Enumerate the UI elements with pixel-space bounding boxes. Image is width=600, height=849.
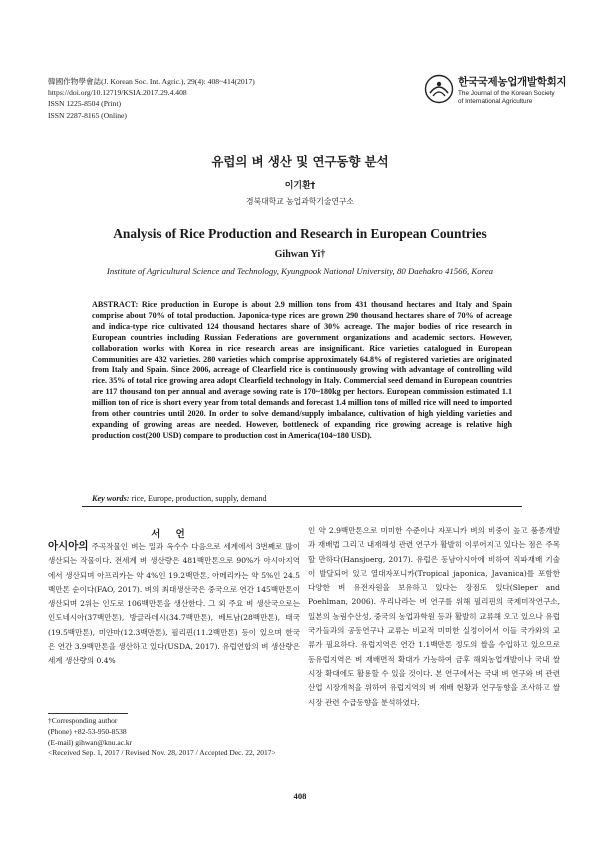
footnote <box>48 716 308 759</box>
journal-citation: 韓國作物學會誌(J. Korean Soc. Int. Agric.), 29(4): 408~414(2017) <box>48 77 255 86</box>
abstract: ABSTRACT: Rice production in Europe is about 2.9 million tons from 431 thousand hectares and Italy and Spain comprise about 70% of total production. Japonica-type rices are grown 290 thousand hectares share of 70% of acreage and indica-type rice cultivated 124 thousand hectares share of 30% acreage. The major bodies of rice research in European countries including Russian Federations are government organizations and academic sectors. However, collaboration works with Korea in rice research areas are insignificant. Rice varieties catalogued in European Communities are 432 varieties. 280 varieties which comprise approximately 64.8% of registered varieties are originated from Italy and Spain. Since 2006, acreage of Clearfield rice is continuously growing with advantage of controlling wild rice. 35% of total rice growing area adopt Clearfield technology in Italy. Commercial seed demand in European countries are 117 thousand ton per annual and average sowing rate is 170~180kg per hectors. European commission estimated 1.1 million ton of rice is short every year from total demands and forecast 1.4 million tons of milled rice will need to imported from other countries until 2020. In order to solve demand/supply imbalance, cultivation of high yielding varieties and expanding of growing areas are needed. However, bottleneck of expanding rice growing acreage is relative high production cost(200 USD) compare to production cost in America(104~180 USD). <box>92 300 512 440</box>
author-email[interactable]: (E-mail) gihwan@knu.ac.kr <box>48 737 133 747</box>
abstract-divider <box>82 506 522 507</box>
keywords <box>92 494 512 503</box>
title-english: Analysis of Rice Production and Research in European Countries <box>113 226 487 241</box>
body-column-right: 인 약 2.9백만톤으로 미미한 수준이나 자포니카 벼의 비중이 높고 품종개발과 재배법 그리고 내재해성 관련 연구가 활발히 이루어지고 있다는 점은 주목할 만하다(Hansjoerg, 2017). 유럽은 동남아시아에 비하여 직파재배 기술이 발달되어 있고 열대자포니카(Tropical japonica, Javanica)를 포함한 다양한 벼 유전자원을 보유하고 있다는 장점도 있다(Sleper and Poehlman, 2006). 우리나라는 벼 연구를 위해 필리핀의 국제미작연구소, 일본의 농림수산성, 중국의 농업과학원 등과 활발히 교류해 오고 있으나 유럽 국가들과의 공동연구나 교류는 비교적 미미한 실정이어서 이들 국가와의 교류가 필요하다. 유럽지역은 연간 1.1백만톤 정도의 쌀을 수입하고 있으므로 동유럽지역은 벼 재배면적 확대가 가능하여 금후 해외농업개발이나 국내 쌀시장 확대에도 활용할 수 있을 것이다. 본 연구에서는 국내 벼 연구와 벼 관련 산업 시장개척을 위하여 유럽지역의 벼 재배 현황과 연구동향을 조사하고 쌀시장 관련 수급동향을 분석하였다. <box>308 526 560 707</box>
corresponding-author: †Corresponding author <box>48 716 118 725</box>
affiliation-english: Institute of Agricultural Science and Technology, Kyungpook National University, 80 Daehakro 41566, Korea <box>106 266 494 276</box>
received-dates: <Received Sep. 1, 2017 / Revised Nov. 28, 2017 / Accepted Dec. 22, 2017> <box>48 748 276 758</box>
keywords-label: Key words: <box>92 494 130 503</box>
journal-header <box>48 76 255 121</box>
society-emblem-icon <box>424 74 454 104</box>
body-text-left: 주곡작물인 벼는 밀과 옥수수 다음으로 세계에서 3번째로 많이 생산되는 작물이다. 전세계 벼 생산량은 481백만톤으로 90%가 아시아지역에서 생산되며 아프리카는 약 4%인 19.2백만톤, 아메리카는 약 5%인 24.5백만톤 순이다(FAO, 2017). 벼의 최대생산국은 중국으로 연간 145백만톤이 생산되며 2위는 인도로 106백만톤을 생산한다. 그 외 주요 벼 생산국으로는 인도네시아(37백만톤), 방글라데시(34.7백만톤), 베트남(28백만톤), 태국(19.5백만톤), 미얀마(12.3백만톤), 필리핀(11.2백만톤) 등이 있으며 한국은 연간 3.9백만톤을 생산하고 있다(USDA, 2017). 유럽연합의 벼 생산량은 세계 생산량의 0.4% <box>48 542 300 666</box>
page-number: 408 <box>293 791 307 801</box>
section-heading: 서 언 <box>151 529 191 540</box>
author-english: Gihwan Yi† <box>274 249 326 260</box>
body-lead-word: 아시아의 <box>48 540 89 552</box>
society-name-ko: 한국국제농업개발학회지 <box>458 76 567 88</box>
keywords-list: rice, Europe, production, supply, demand <box>131 494 267 503</box>
society-name-en: The Journal of the Korean Society of International Agriculture <box>458 90 555 105</box>
author-korean: 이기환† <box>284 181 316 191</box>
title-korean: 유럽의 벼 생산 및 연구동향 분석 <box>211 154 389 169</box>
footnote-divider <box>48 713 128 714</box>
author-phone: (Phone) +82-53-950-8538 <box>48 726 127 736</box>
doi-link[interactable]: https://doi.org/10.12719/KSIA.2017.29.4.408 <box>48 88 187 98</box>
society-logo <box>424 72 567 122</box>
issn-online: ISSN 2287-8165 (Online) <box>48 110 127 120</box>
affiliation-korean: 경북대학교 농업과학기술연구소 <box>246 197 354 206</box>
issn-print: ISSN 1225-8504 (Print) <box>48 99 121 109</box>
body-column-left <box>48 539 300 669</box>
